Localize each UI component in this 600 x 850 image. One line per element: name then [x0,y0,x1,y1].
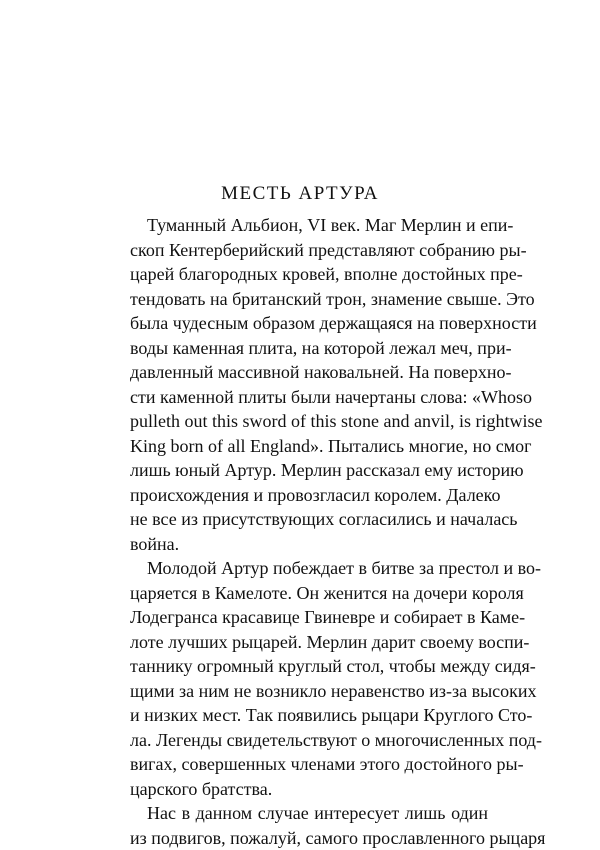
text-line: вигах, совершенных членами этого достойного ры- [130,754,524,774]
text-line: Молодой Артур побеждает в битве за престол и во- [147,558,542,578]
text-line: Нас в данном случае интересует лишь один [147,803,488,823]
text-line: и низких мест. Так появились рыцари Круглого Сто- [130,705,533,725]
text-line: лишь юный Артур. Мерлин рассказал ему историю [130,460,524,480]
text-line: воды каменная плита, на которой лежал меч, при- [130,337,512,358]
text-line: царей благородных кровей, вполне достойных пре- [130,264,523,284]
chapter-title: МЕСТЬ АРТУРА [221,183,379,204]
text-line: не все из присутствующих согласились и началась [130,509,518,529]
text-line: таннику огромный круглый стол, чтобы между сидя- [130,656,536,676]
text-line: ла. Легенды свидетельствуют о многочисленных под- [130,729,542,750]
text-line: Туманный Альбион, VI век. Маг Мерлин и епи- [147,215,514,235]
text-line: сти каменной плиты были начертаны слова: «Whoso [130,386,533,407]
text-line: лоте лучших рыцарей. Мерлин дарит своему воспи- [130,631,530,652]
text-line: тендовать на британский трон, знамение свыше. Это [130,288,535,309]
text-line: Лодегранса красавице Гвиневре и собирает в Каме- [130,607,526,627]
text-line: скоп Кентерберийский представляют собранию ры- [130,239,527,260]
text-line: происхождения и провозгласил королем. Далеко [130,484,501,505]
text-line: pulleth out this sword of this stone and anvil, is rightwise [130,411,543,431]
text-line: щими за ним не возникло неравенство из-за высоких [130,680,537,701]
text-line: царского братства. [130,778,273,799]
text-line: война. [130,533,180,554]
text-line: из подвигов, пожалуй, самого прославленного рыцаря [130,827,546,848]
text-line: была чудесным образом держащаяся на поверхности [130,313,537,333]
text-line: King born of all England». Пытались многие, но смог [130,435,532,456]
text-line: давленный массивной наковальней. На поверхно- [130,362,512,382]
text-line: царяется в Камелоте. Он женится на дочери короля [130,582,524,603]
